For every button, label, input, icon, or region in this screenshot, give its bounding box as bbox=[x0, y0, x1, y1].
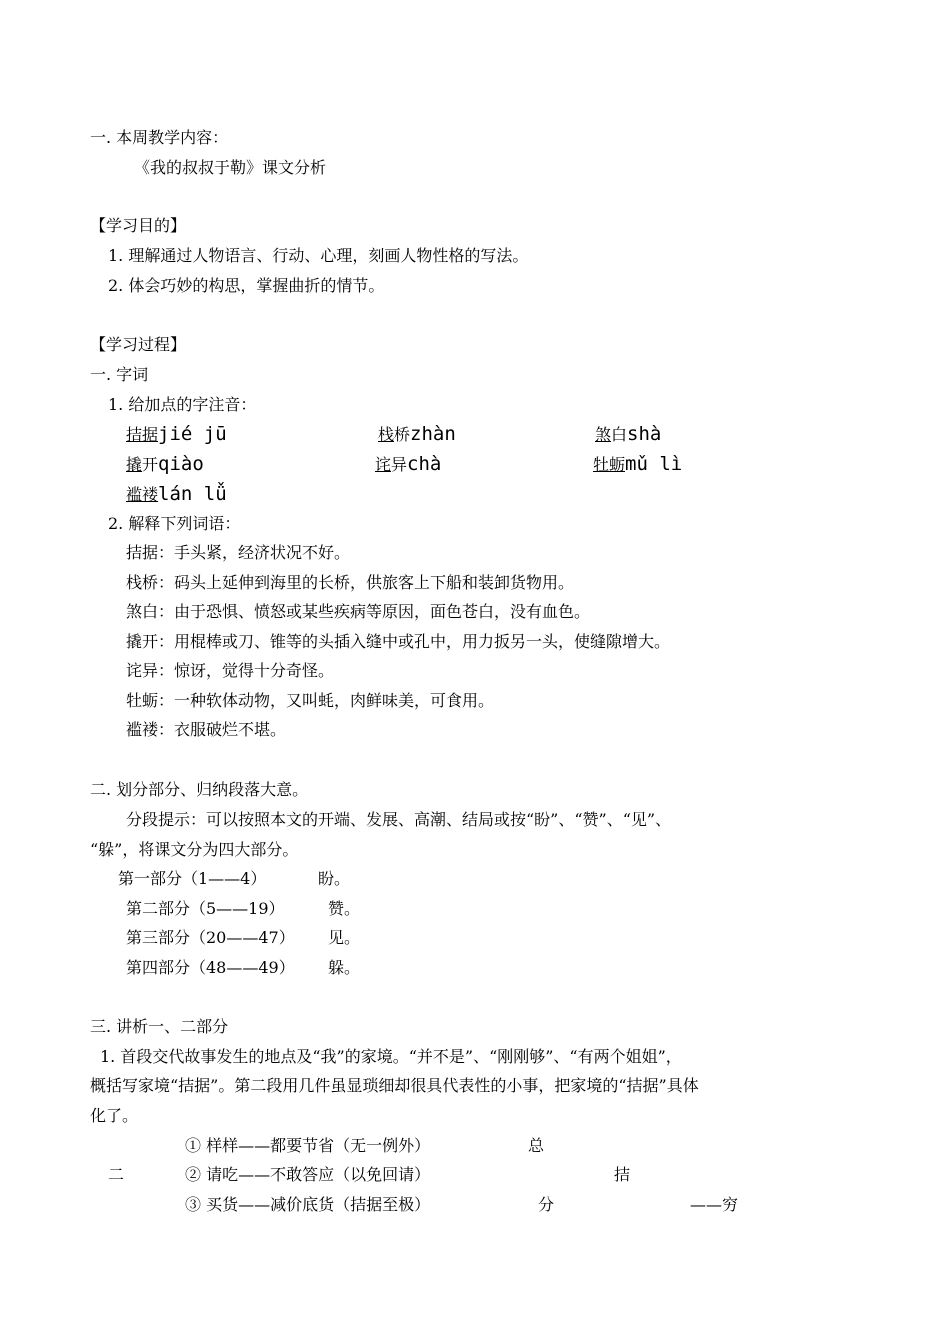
goal-item: 1. 理解通过人物语言、行动、心理，刻画人物性格的写法。 bbox=[108, 246, 529, 265]
section-label: 第一部分（1——4） bbox=[118, 869, 267, 888]
outline-col-fen: 分 bbox=[538, 1195, 555, 1214]
process-heading: 【学习过程】 bbox=[90, 335, 187, 354]
analysis-paragraph-line: 化了。 bbox=[90, 1106, 139, 1125]
definition-item: 煞白：由于恐惧、愤怒或某些疾病等原因，面色苍白，没有血色。 bbox=[126, 602, 591, 621]
section-keyword: 赞。 bbox=[328, 899, 361, 918]
goals-heading: 【学习目的】 bbox=[90, 216, 187, 235]
question-definitions: 2. 解释下列词语： bbox=[108, 514, 241, 533]
pinyin-word-underlined: 牡蛎 bbox=[593, 455, 626, 474]
segment-hint-line: “躲”，将课文分为四大部分。 bbox=[90, 840, 299, 859]
part3-title: 三. 讲析一、二部分 bbox=[90, 1017, 229, 1036]
pinyin-word-underlined: 煞 bbox=[595, 425, 612, 444]
pinyin-word-underlined: 拮据 bbox=[126, 425, 159, 444]
outline-col-jie: 拮 bbox=[614, 1165, 631, 1184]
pinyin-entry bbox=[126, 424, 227, 445]
analysis-paragraph-line: 概括写家境“拮据”。第二段用几件虽显琐细却很具代表性的小事，把家境的“拮据”具体 bbox=[90, 1076, 699, 1095]
outline-label: 二 bbox=[108, 1165, 125, 1184]
pinyin-entry bbox=[595, 424, 661, 445]
pinyin-word-rest: 白 bbox=[611, 425, 628, 444]
section-keyword: 盼。 bbox=[318, 869, 351, 888]
definition-item: 诧异：惊讶，觉得十分奇怪。 bbox=[126, 661, 335, 680]
question-pinyin: 1. 给加点的字注音： bbox=[108, 395, 257, 414]
pinyin-text: qiào bbox=[158, 453, 204, 475]
pinyin-word-underlined: 栈 bbox=[378, 425, 395, 444]
pinyin-text: mǔ lì bbox=[625, 453, 683, 475]
teaching-content-text: 《我的叔叔于勒》课文分析 bbox=[134, 158, 327, 177]
pinyin-text: shà bbox=[627, 423, 662, 445]
part2-title: 二. 划分部分、归纳段落大意。 bbox=[90, 780, 309, 799]
pinyin-text: jié jū bbox=[158, 423, 227, 445]
goal-item: 2. 体会巧妙的构思，掌握曲折的情节。 bbox=[108, 276, 385, 295]
outline-col-zong: 总 bbox=[528, 1136, 545, 1155]
pinyin-entry bbox=[375, 454, 441, 475]
pinyin-entry bbox=[126, 454, 204, 475]
section-label: 第三部分（20——47） bbox=[126, 928, 295, 947]
definition-item: 栈桥：码头上延伸到海里的长桥，供旅客上下船和装卸货物用。 bbox=[126, 573, 575, 592]
pinyin-word-rest: 开 bbox=[142, 455, 159, 474]
outline-item: ② 请吃——不敢答应（以免回请） bbox=[185, 1165, 431, 1184]
pinyin-word-rest: 异 bbox=[391, 455, 408, 474]
outline-item: ① 样样——都要节省（无一例外） bbox=[185, 1136, 431, 1155]
section-label: 第二部分（5——19） bbox=[126, 899, 285, 918]
section-label: 第四部分（48——49） bbox=[126, 958, 295, 977]
pinyin-entry bbox=[593, 454, 682, 475]
pinyin-entry bbox=[378, 424, 456, 445]
section-keyword: 躲。 bbox=[328, 958, 361, 977]
section-title-teaching-content: 一. 本周教学内容： bbox=[90, 128, 229, 147]
definition-item: 牡蛎：一种软体动物，又叫蚝，肉鲜味美，可食用。 bbox=[126, 691, 495, 710]
pinyin-word-underlined: 褴褛 bbox=[126, 485, 159, 504]
outline-col-qiong: ——穷 bbox=[690, 1195, 739, 1214]
pinyin-word-underlined: 诧 bbox=[375, 455, 392, 474]
definition-item: 拮据：手头紧，经济状况不好。 bbox=[126, 543, 351, 562]
definition-item: 撬开：用棍棒或刀、锥等的头插入缝中或孔中，用力扳另一头，使缝隙增大。 bbox=[126, 632, 671, 651]
pinyin-text: lán lǚ bbox=[158, 483, 227, 505]
section-keyword: 见。 bbox=[328, 928, 361, 947]
pinyin-text: chà bbox=[407, 453, 442, 475]
outline-item: ③ 买货——减价底货（拮据至极） bbox=[185, 1195, 431, 1214]
pinyin-text: zhàn bbox=[410, 423, 456, 445]
pinyin-word-rest: 桥 bbox=[394, 425, 411, 444]
definition-item: 褴褛：衣服破烂不堪。 bbox=[126, 720, 287, 739]
segment-hint-line: 分段提示：可以按照本文的开端、发展、高潮、结局或按“盼”、“赞”、“见”、 bbox=[126, 810, 672, 829]
pinyin-entry bbox=[126, 484, 227, 505]
analysis-paragraph-line: 1. 首段交代故事发生的地点及“我”的家境。“并不是”、“刚刚够”、“有两个姐姐”， bbox=[100, 1047, 682, 1066]
pinyin-word-underlined: 撬 bbox=[126, 455, 143, 474]
part1-title: 一. 字词 bbox=[90, 365, 149, 384]
